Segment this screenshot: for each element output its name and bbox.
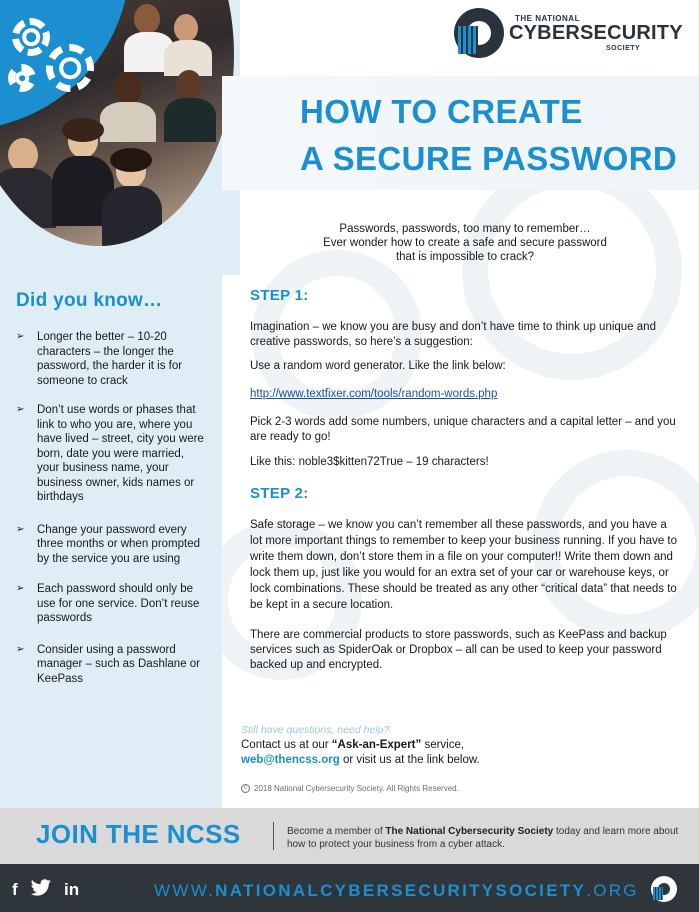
facebook-icon[interactable]: f — [12, 880, 18, 899]
arrow-bullet-icon: ➢ — [16, 523, 25, 535]
email-link[interactable]: web@thencss.org — [241, 754, 340, 766]
help-question: Still have questions, need help? — [241, 724, 390, 736]
arrow-bullet-icon: ➢ — [16, 331, 25, 342]
step1-paragraph: Pick 2-3 words add some numbers, unique characters and a capital letter – and you are ready to go! — [250, 416, 676, 443]
intro-text: Passwords, passwords, too many to remember… Ever wonder how to create a safe and secure password that is impossible to crack? — [323, 223, 607, 263]
divider — [273, 822, 274, 850]
gear-icon — [8, 64, 36, 92]
join-ncss-heading[interactable]: JOIN THE NCSS — [36, 819, 241, 849]
gear-icon — [12, 18, 50, 56]
list-item: ➢ Longer the better – 10-20 characters – the longer the password, the harder it is for someone to crack — [16, 331, 183, 387]
gear-icon — [462, 190, 682, 380]
password-example: Like this: noble3$kitten72True – 19 characters! — [250, 456, 489, 468]
join-description: Become a member of The National Cybersecurity Society today and learn more about how to protect your business from a cyber attack. — [287, 826, 679, 850]
arrow-bullet-icon: ➢ — [16, 643, 25, 655]
website-link[interactable]: WWW.NATIONALCYBERSECURITYSOCIETY.ORG — [154, 881, 639, 900]
list-item: ➢ Don’t use words or phases that link to who you are, where you have lived – street, city you were born, date you were married, your business name, your business owner, kids names or birthdays — [16, 404, 204, 503]
copyright-icon: c — [241, 784, 250, 793]
arrow-bullet-icon: ➢ — [16, 583, 25, 594]
random-words-link[interactable]: http://www.textfixer.com/tools/random-words.php — [250, 388, 498, 400]
step1-paragraph: Use a random word generator. Like the link below: — [250, 360, 506, 372]
tips-list — [16, 330, 206, 705]
linkedin-icon[interactable]: in — [64, 880, 80, 899]
arrow-bullet-icon: ➢ — [16, 404, 25, 415]
ask-an-expert-label: “Ask-an-Expert” — [331, 739, 422, 751]
list-item: ➢ Change your password every three months or when prompted by the service you are using — [16, 523, 201, 565]
list-item: ➢ Consider using a password manager – such as Dashlane or KeePass — [16, 643, 201, 685]
page-title: HOW TO CREATE A SECURE PASSWORD — [300, 93, 678, 177]
ncss-logo[interactable]: THE NATIONAL CYBERSECURITY SOCIETY — [452, 6, 692, 64]
twitter-icon[interactable] — [30, 879, 52, 902]
list-item: ➢ Each password should only be use for one service. Don’t reuse passwords — [16, 583, 200, 624]
did-you-know-heading: Did you know… — [16, 290, 163, 311]
contact-text: Contact us at our “Ask-an-Expert” service, web@thencss.org or visit us at the link below. — [241, 739, 480, 766]
step1-paragraph: Imagination – we know you are busy and don’t have time to think up unique and creative passwords, so here’s a suggestion: — [250, 321, 656, 348]
gear-icon — [46, 44, 94, 92]
step2-heading: STEP 2: — [250, 485, 309, 502]
step2-paragraph: Safe storage – we know you can’t remember all these passwords, and you have a lot more important things to remember to keep your business running. If you have to write them down, don’t store them in a file on your computer!! Write them down and lock them up, just like you would for an extra set of your car or warehouse keys, or lock combinations. These should be treated as any other “critical data” that needs to be kept in a secure location. — [250, 519, 677, 611]
step2-paragraph: There are commercial products to store passwords, such as KeePass and backup services such as SpiderOak or Dropbox – all can be used to keep your password backed up and encrypted. — [250, 629, 667, 671]
footer-logo-icon — [651, 876, 677, 902]
copyright: c 2018 National Cybersecurity Society. All Rights Reserved. — [241, 784, 459, 793]
logo-mark-icon — [454, 8, 504, 58]
step1-heading: STEP 1: — [250, 287, 309, 304]
hero-image — [0, 0, 240, 275]
